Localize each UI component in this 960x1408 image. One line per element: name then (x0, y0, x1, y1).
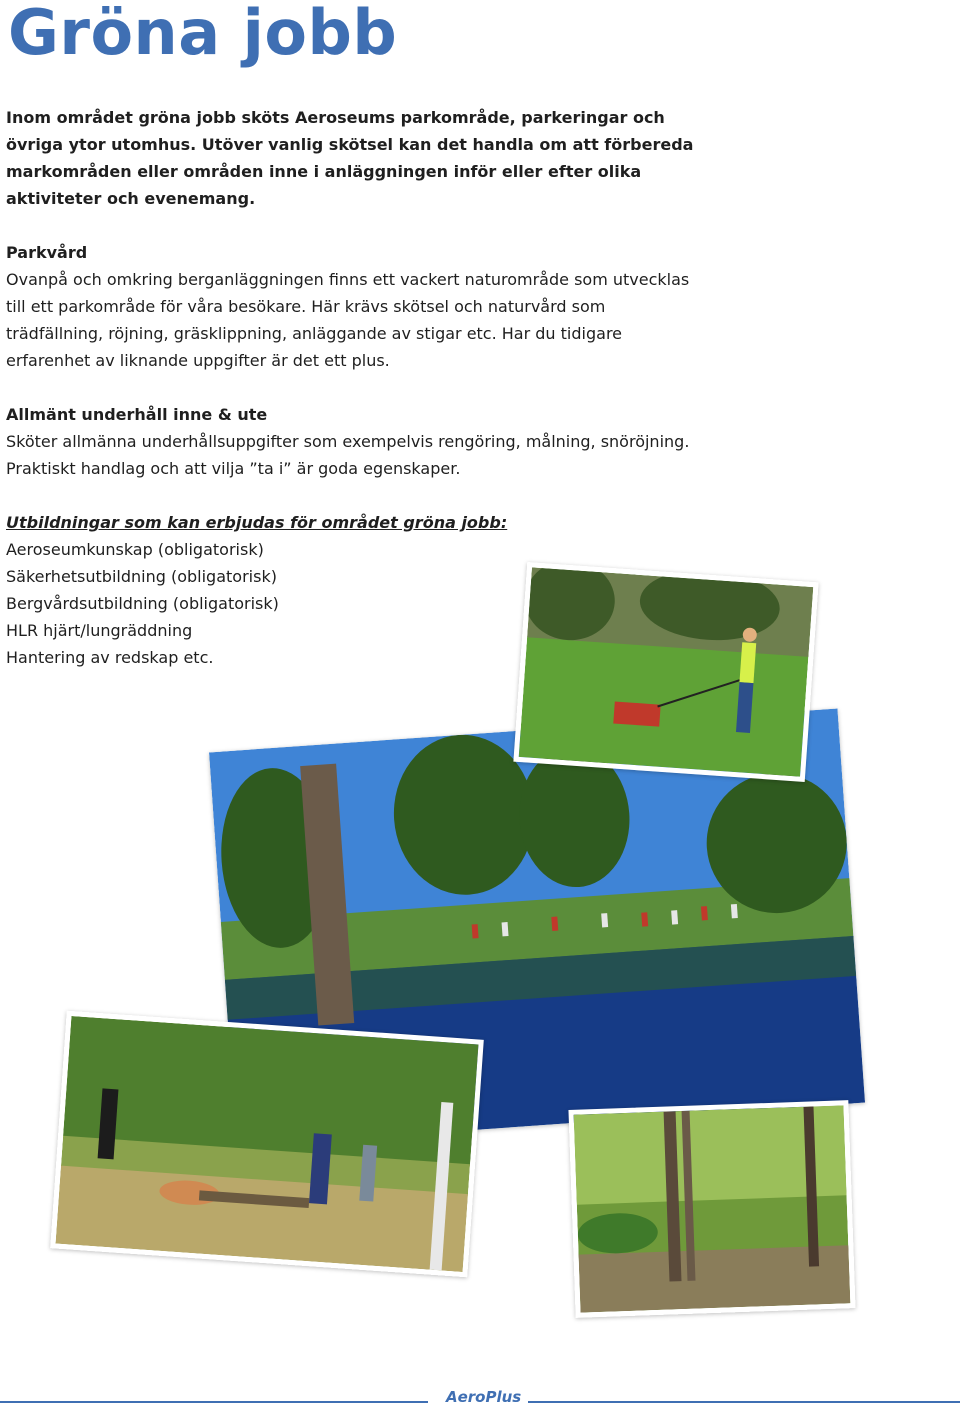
section-underhall (6, 401, 696, 482)
footer (0, 1388, 960, 1408)
section-heading: Allmänt underhåll inne & ute (6, 405, 268, 424)
footer-brand: AeroPlus (446, 1388, 522, 1406)
forest-photo (50, 1011, 484, 1278)
birch-forest-photo (568, 1100, 855, 1318)
section-body: Sköter allmänna underhållsuppgifter som exempelvis rengöring, målning, snöröjning. Praktiskt handlag och att vilja ”ta i” är goda egenskaper. (6, 432, 690, 478)
page-title: Gröna jobb (8, 0, 398, 69)
section-heading: Parkvård (6, 243, 88, 262)
intro-paragraph: Inom området gröna jobb sköts Aeroseums parkområde, parkeringar och övriga ytor utomhus. Utöver vanlig skötsel kan det handla om att förbereda markområden eller områden inne i anläggningen inför eller efter olika aktiviteter och evenemang. (6, 108, 694, 208)
footer-rule-left (0, 1401, 428, 1403)
training-item: HLR hjärt/lungräddning (6, 621, 193, 640)
section-body: Ovanpå och omkring berganläggningen finns ett vackert naturområde som utvecklas till ett parkområde för våra besökare. Här krävs skötsel och naturvård som trädfällning, röjning, gräsklippning, anläggande av stigar etc. Har du tidigare erfarenhet av liknande uppgifter är det ett plus. (6, 270, 690, 370)
training-item: Bergvårdsutbildning (obligatorisk) (6, 594, 279, 613)
mowing-photo (513, 562, 818, 782)
section-parkvard (6, 239, 696, 374)
footer-rule-right (528, 1401, 960, 1403)
training-heading: Utbildningar som kan erbjudas för området gröna jobb: (6, 513, 508, 532)
training-item: Aeroseumkunskap (obligatorisk) (6, 540, 264, 559)
training-item: Säkerhetsutbildning (obligatorisk) (6, 567, 277, 586)
training-item: Hantering av redskap etc. (6, 648, 214, 667)
